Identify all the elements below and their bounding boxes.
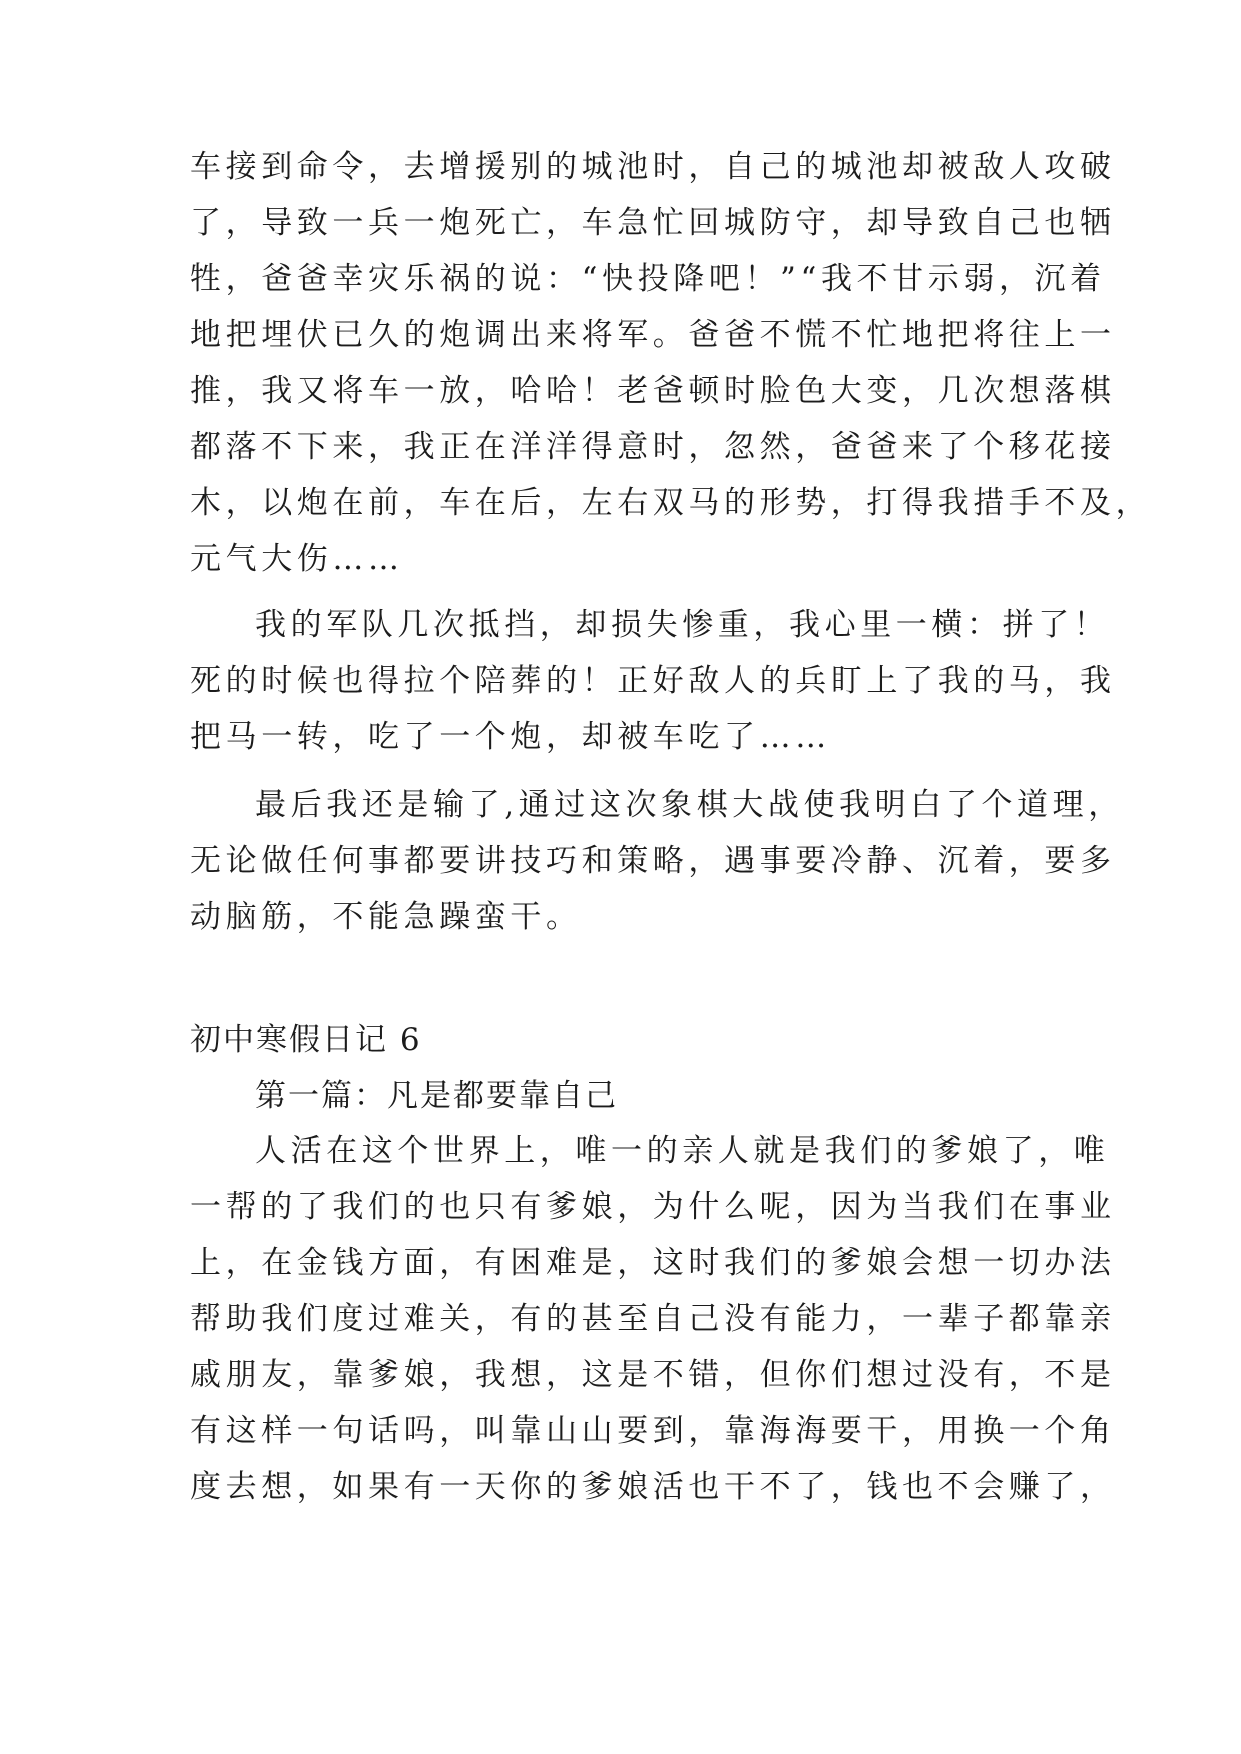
paragraph-line: 把马一转，吃了一个炮，却被车吃了……: [190, 719, 831, 755]
paragraph-line: 度去想，如果有一天你的爹娘活也干不了，钱也不会赚了，: [190, 1469, 1116, 1505]
paragraph-line: 动脑筋，不能急躁蛮干。: [190, 899, 582, 935]
subtitle: 第一篇：凡是都要靠自己: [255, 1078, 618, 1114]
paragraph-line: 帮助我们度过难关，有的甚至自己没有能力，一辈子都靠亲: [190, 1301, 1116, 1337]
paragraph-line: 都落不下来，我正在洋洋得意时，忽然，爸爸来了个移花接: [190, 429, 1116, 465]
paragraph-line: 元气大伤……: [190, 541, 404, 577]
paragraph-line: 死的时候也得拉个陪葬的！正好敌人的兵盯上了我的马，我: [190, 663, 1116, 699]
paragraph-line: 推，我又将车一放，哈哈！老爸顿时脸色大变，几次想落棋: [190, 373, 1116, 409]
paragraph-line: 无论做任何事都要讲技巧和策略，遇事要冷静、沉着，要多: [190, 843, 1116, 879]
paragraph-line: 牲，爸爸幸灾乐祸的说：“快投降吧！”“我不甘示弱，沉着: [190, 261, 1106, 297]
paragraph-line: 上，在金钱方面，有困难是，这时我们的爹娘会想一切办法: [190, 1245, 1116, 1281]
paragraph-line: 戚朋友，靠爹娘，我想，这是不错，但你们想过没有，不是: [190, 1357, 1116, 1393]
paragraph-line: 我的军队几次抵挡，却损失惨重，我心里一横：拼了！: [255, 607, 1110, 643]
paragraph-line: 人活在这个世界上，唯一的亲人就是我们的爹娘了，唯: [255, 1133, 1110, 1169]
paragraph-line: 车接到命令，去增援别的城池时，自己的城池却被敌人攻破: [190, 149, 1116, 185]
paragraph-line: 木，以炮在前，车在后，左右双马的形势，打得我措手不及，: [190, 485, 1152, 521]
paragraph-line: 一帮的了我们的也只有爹娘，为什么呢，因为当我们在事业: [190, 1189, 1116, 1225]
paragraph-line: 地把埋伏已久的炮调出来将军。爸爸不慌不忙地把将往上一: [190, 317, 1116, 353]
paragraph-line: 有这样一句话吗，叫靠山山要到，靠海海要干，用换一个角: [190, 1413, 1116, 1449]
section-title: 初中寒假日记 6: [190, 1022, 422, 1058]
paragraph-line: 了，导致一兵一炮死亡，车急忙回城防守，却导致自己也牺: [190, 205, 1116, 241]
paragraph-line: 最后我还是输了,通过这次象棋大战使我明白了个道理，: [255, 787, 1124, 823]
